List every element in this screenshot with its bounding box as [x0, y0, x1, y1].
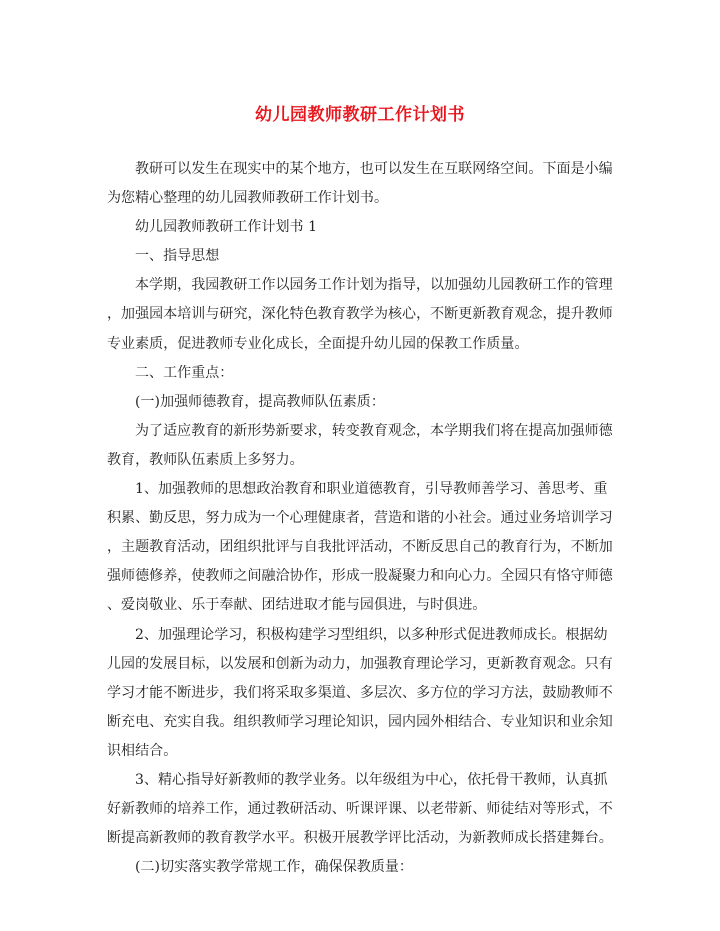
text-line: 学习才能不断进步，我们将采取多渠道、多层次、多方位的学习方法，鼓励教师不: [107, 684, 613, 701]
text-line: 专业素质，促进教师专业化成长，全面提升幼儿园的保教工作质量。: [107, 335, 529, 352]
text-line: 好新教师的培养工作，通过教研活动、听课评课、以老带新、师徒结对等形式，不: [107, 801, 613, 818]
text-line: 2、加强理论学习，积极构建学习型组织，以多种形式促进教师成长。根据幼: [135, 626, 608, 643]
text-line: 3、精心指导好新教师的教学业务。以年级组为中心，依托骨干教师，认真抓: [135, 771, 608, 788]
text-line: 断提高新教师的教育教学水平。积极开展教学评比活动，为新教师成长搭建舞台。: [107, 830, 613, 847]
text-line: (二)切实落实教学常规工作，确保保教质量：: [135, 859, 413, 876]
text-line: ，加强园本培训与研究，深化特色教育教学为核心，不断更新教育观念，提升教师: [107, 306, 613, 323]
text-line: (一)加强师德教育，提高教师队伍素质：: [135, 393, 385, 410]
text-line: 一、指导思想: [135, 248, 220, 265]
text-line: 识相结合。: [107, 742, 178, 759]
text-line: 为您精心整理的幼儿园教师教研工作计划书。: [107, 190, 388, 207]
text-line: 儿园的发展目标，以发展和创新为动力，加强教育理论学习，更新教育观念。只有: [107, 655, 613, 672]
text-line: 本学期，我园教研工作以园务工作计划为指导，以加强幼儿园教研工作的管理: [135, 277, 613, 294]
document-body: [107, 155, 617, 882]
text-line: 幼儿园教师教研工作计划书 1: [135, 219, 318, 236]
text-line: 断充电、充实自我。组织教师学习理论知识，园内园外相结合、专业知识和业余知: [107, 713, 613, 730]
document-title: 幼儿园教师教研工作计划书: [255, 105, 465, 125]
text-line: 、爱岗敬业、乐于奉献、团结进取才能与园俱进，与时俱进。: [107, 597, 487, 614]
text-line: 为了适应教育的新形势新要求，转变教育观念，本学期我们将在提高加强师德: [135, 422, 613, 439]
text-line: 强师德修养，使教师之间融洽协作，形成一股凝聚力和向心力。全园只有恪守师德: [107, 568, 613, 585]
text-line: 积累、勤反思，努力成为一个心理健康者，营造和谐的小社会。通过业务培训学习: [107, 510, 613, 527]
text-line: 1、加强教师的思想政治教育和职业道德教育，引导教师善学习、善思考、重: [135, 481, 608, 498]
text-line: 教育，教师队伍素质上多努力。: [107, 451, 304, 468]
text-line: ，主题教育活动，团组织批评与自我批评活动，不断反思自己的教育行为，不断加: [107, 539, 613, 556]
text-line: 教研可以发生在现实中的某个地方，也可以发生在互联网络空间。下面是小编: [135, 161, 613, 177]
text-line: 二、工作重点：: [135, 364, 234, 381]
